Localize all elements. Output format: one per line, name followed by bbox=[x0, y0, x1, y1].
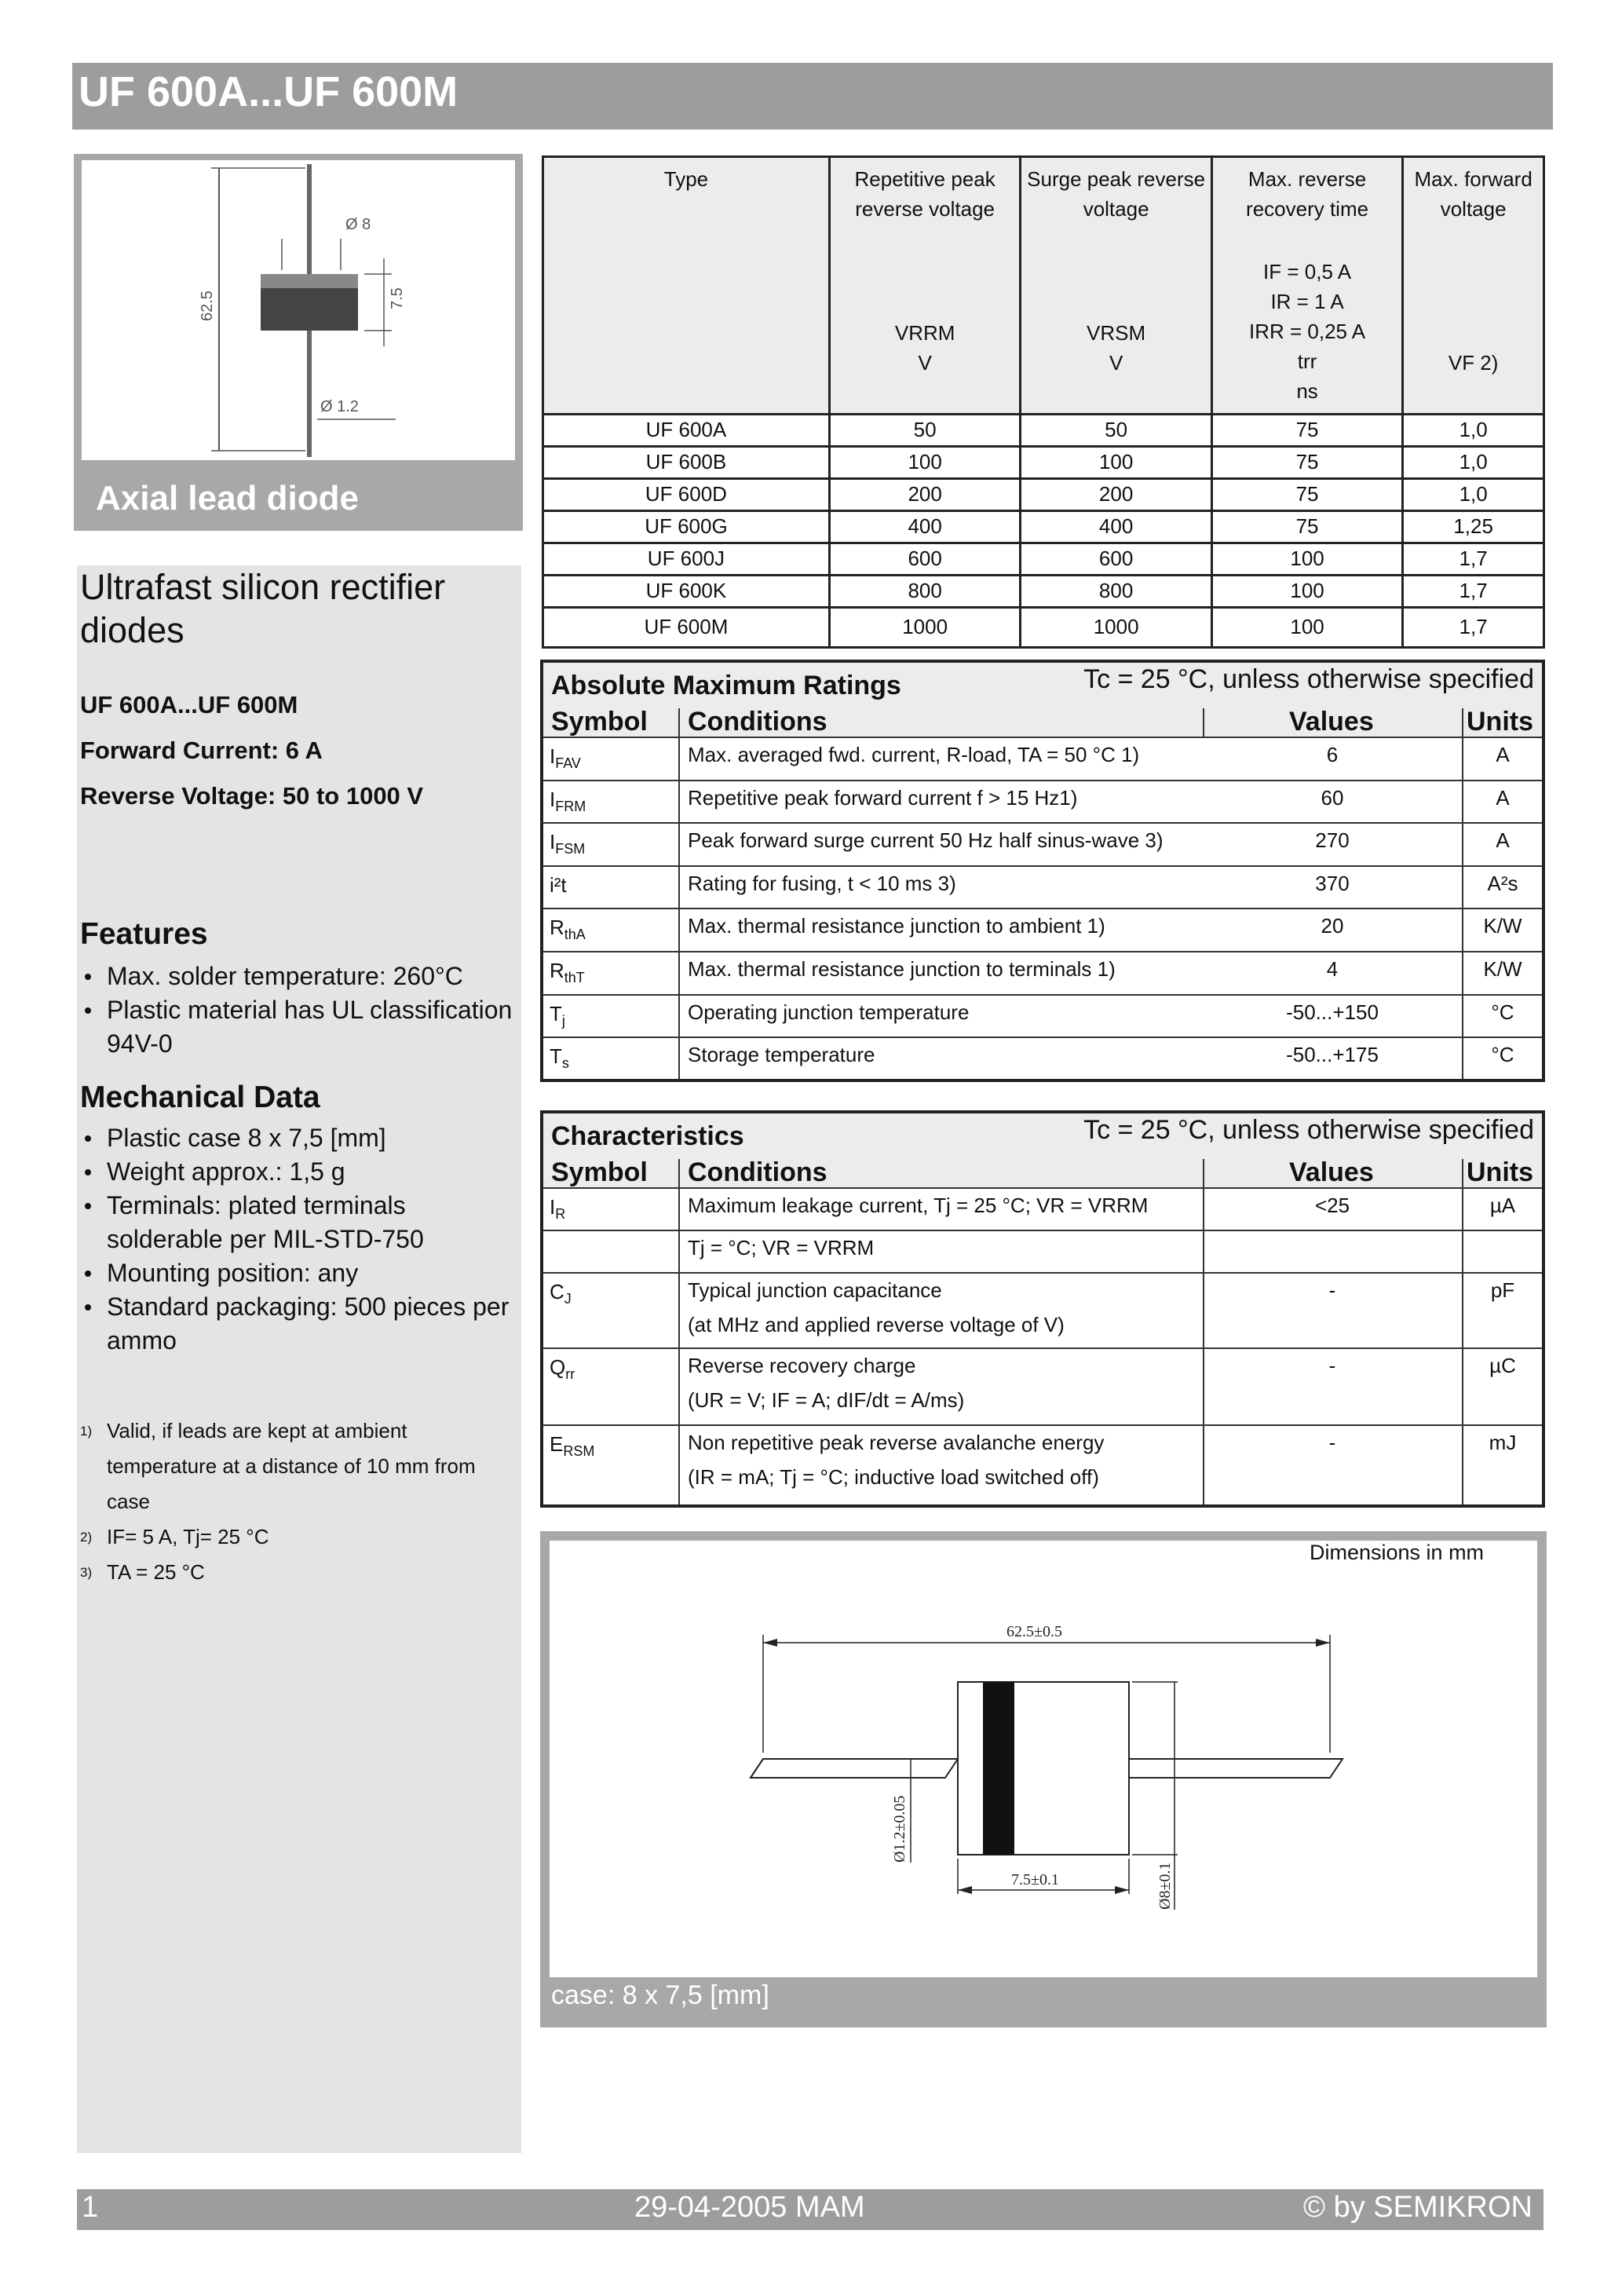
value-cell: 270 bbox=[1315, 828, 1350, 853]
dim-body-label: 7.5±0.1 bbox=[1011, 1871, 1059, 1888]
characteristics-title: Characteristics bbox=[551, 1121, 744, 1151]
dimensions-note: Dimensions in mm bbox=[1310, 1541, 1485, 1564]
reverse-voltage: Reverse Voltage: 50 to 1000 V bbox=[80, 782, 424, 810]
symbol-cell: $I_R$ bbox=[550, 1195, 566, 1222]
table-row: UF 600D 200 200 75 1,0 bbox=[543, 479, 1544, 511]
symbol-cell: $Q_{rr}$ bbox=[550, 1355, 575, 1382]
conditions-cell: Typical junction capacitance bbox=[688, 1278, 942, 1302]
value-cell: - bbox=[1328, 1431, 1336, 1454]
unit-cell: K/W bbox=[1483, 957, 1522, 981]
value-cell: -50...+150 bbox=[1286, 1000, 1379, 1024]
unit-cell: µC bbox=[1489, 1354, 1516, 1377]
type-range: UF 600A...UF 600M bbox=[80, 691, 298, 718]
value-cell: 20 bbox=[1321, 914, 1344, 938]
conditions-cell-2: (at MHz and applied reverse voltage of V) bbox=[688, 1313, 1065, 1336]
row-divider bbox=[543, 822, 1542, 824]
footnote: 2) IF= 5 A, Tj= 25 °C bbox=[80, 1525, 269, 1548]
unit-cell: pF bbox=[1490, 1278, 1515, 1302]
row-divider bbox=[543, 737, 1542, 738]
value-cell: 4 bbox=[1326, 957, 1339, 981]
title-bar bbox=[72, 63, 1553, 130]
row-divider bbox=[543, 1424, 1542, 1426]
footnote: 3) TA = 25 °C bbox=[80, 1560, 205, 1584]
value-cell: 6 bbox=[1326, 743, 1339, 766]
col-vrrm: Repetitive peak reverse voltage VRRM V bbox=[829, 157, 1021, 415]
diode-outline-drawing bbox=[82, 160, 515, 460]
symbol-cell: i²t bbox=[550, 872, 567, 897]
conditions-cell-2: (UR = V; IF = A; dIF/dt = A/ms) bbox=[688, 1388, 965, 1412]
package-label: Axial lead diode bbox=[96, 479, 359, 517]
unit-cell: °C bbox=[1491, 1043, 1514, 1067]
unit-cell: °C bbox=[1491, 1000, 1514, 1024]
abs-max-note: Tc = 25 °C, unless otherwise specified bbox=[1083, 664, 1534, 694]
product-heading: Ultrafast silicon rectifier diodes bbox=[80, 567, 446, 650]
symbol-cell: $E_{RSM}$ bbox=[550, 1432, 595, 1459]
table-row: UF 600A 50 50 75 1,0 bbox=[543, 415, 1544, 447]
row-divider bbox=[543, 1347, 1542, 1349]
table-row: UF 600M 1000 1000 100 1,7 bbox=[543, 608, 1544, 648]
list-item: Weight approx.: 1,5 g bbox=[80, 1155, 520, 1189]
symbol-cell: $I_{FAV}$ bbox=[550, 744, 581, 771]
footnote: 1) Valid, if leads are kept at ambient temperature at a distance of 10 mm from case bbox=[80, 1419, 476, 1513]
row-divider bbox=[543, 1272, 1542, 1274]
mechanical-list bbox=[80, 1121, 520, 1358]
conditions-cell: Max. thermal resistance junction to terminals 1) bbox=[688, 957, 1116, 981]
col-symbol: Symbol bbox=[551, 707, 648, 737]
col-conditions: Conditions bbox=[688, 707, 827, 737]
dimension-drawing-svg bbox=[550, 1541, 1537, 1977]
symbol-cell: $R_{thA}$ bbox=[550, 916, 586, 943]
row-divider bbox=[543, 1036, 1542, 1038]
symbol-cell: $C_J$ bbox=[550, 1280, 572, 1307]
dim-body-length: 7.5 bbox=[389, 287, 406, 309]
conditions-cell: Repetitive peak forward current f > 15 Hz1) bbox=[688, 785, 1078, 810]
dim-diam-label: Ø8±0.1 bbox=[1156, 1862, 1174, 1910]
row-divider bbox=[543, 951, 1542, 952]
dim-total-length: 62.5 bbox=[199, 291, 216, 321]
conditions-cell: Tj = °C; VR = VRRM bbox=[688, 1236, 875, 1260]
value-cell: - bbox=[1328, 1278, 1336, 1302]
col-vrsm: Surge peak reverse voltage VRSM V bbox=[1021, 157, 1211, 415]
conditions-cell-2: (IR = mA; Tj = °C; inductive load switched off) bbox=[688, 1465, 1099, 1489]
abs-max-title: Absolute Maximum Ratings bbox=[551, 671, 901, 700]
list-item: Mounting position: any bbox=[80, 1256, 520, 1290]
symbol-cell: $R_{thT}$ bbox=[550, 959, 585, 985]
value-cell: - bbox=[1328, 1354, 1336, 1377]
row-divider bbox=[543, 994, 1542, 996]
list-item: Plastic case 8 x 7,5 [mm] bbox=[80, 1121, 520, 1155]
mechanical-title: Mechanical Data bbox=[80, 1080, 320, 1114]
features-title: Features bbox=[80, 917, 208, 951]
unit-cell: mJ bbox=[1489, 1431, 1517, 1454]
dim-lead-label: Ø1.2±0.05 bbox=[891, 1795, 908, 1863]
unit-cell: A bbox=[1496, 828, 1510, 853]
row-divider bbox=[543, 865, 1542, 867]
conditions-cell: Max. thermal resistance junction to ambient 1) bbox=[688, 914, 1105, 938]
col-trr: Max. reverse recovery time IF = 0,5 A IR = 1 A IRR = 0,25 A trr ns bbox=[1211, 157, 1402, 415]
table-row: UF 600B 100 100 75 1,0 bbox=[543, 447, 1544, 479]
characteristics bbox=[540, 1110, 1545, 1508]
unit-cell: K/W bbox=[1483, 914, 1522, 938]
col-values: Values bbox=[1289, 707, 1374, 737]
page-number: 1 bbox=[82, 2191, 99, 2224]
col-symbol: Symbol bbox=[551, 1157, 648, 1187]
table-row: UF 600G 400 400 75 1,25 bbox=[543, 511, 1544, 543]
conditions-cell: Max. averaged fwd. current, R-load, TA = 50 °C 1) bbox=[688, 743, 1140, 766]
value-cell: 370 bbox=[1315, 871, 1350, 895]
dim-body-diameter: Ø 8 bbox=[345, 216, 371, 233]
page-title: UF 600A...UF 600M bbox=[79, 68, 458, 115]
value-cell: 60 bbox=[1321, 785, 1344, 810]
symbol-cell: $I_{FSM}$ bbox=[550, 830, 586, 857]
col-type: Type bbox=[543, 157, 830, 415]
table-row: UF 600K 800 800 100 1,7 bbox=[543, 576, 1544, 608]
features-list bbox=[80, 960, 520, 1061]
col-units: Units bbox=[1467, 707, 1533, 737]
forward-current: Forward Current: 6 A bbox=[80, 737, 323, 764]
value-cell: -50...+175 bbox=[1286, 1043, 1379, 1067]
dimensions-caption: case: 8 x 7,5 [mm] bbox=[551, 1980, 769, 2010]
footer bbox=[77, 2189, 1543, 2230]
symbol-cell: $T_j$ bbox=[550, 1001, 565, 1029]
list-item: Plastic material has UL classification 94V-0 bbox=[80, 993, 520, 1061]
unit-cell: A bbox=[1496, 785, 1510, 810]
col-conditions: Conditions bbox=[688, 1157, 827, 1187]
unit-cell: A bbox=[1496, 743, 1510, 766]
row-divider bbox=[543, 1187, 1542, 1189]
symbol-cell: $T_s$ bbox=[550, 1044, 569, 1072]
conditions-cell: Storage temperature bbox=[688, 1043, 875, 1067]
row-divider bbox=[543, 1230, 1542, 1231]
conditions-cell: Rating for fusing, t < 10 ms 3) bbox=[688, 871, 956, 895]
copyright: © by SEMIKRON bbox=[1303, 2191, 1532, 2224]
dim-length-label: 62.5±0.5 bbox=[1006, 1623, 1062, 1640]
footer-date: 29-04-2005 MAM bbox=[634, 2191, 865, 2224]
col-units: Units bbox=[1467, 1157, 1533, 1187]
unit-cell: µA bbox=[1489, 1194, 1516, 1217]
list-item: Max. solder temperature: 260°C bbox=[80, 960, 520, 993]
conditions-cell: Non repetitive peak reverse avalanche energy bbox=[688, 1431, 1105, 1454]
dim-lead-diameter: Ø 1.2 bbox=[320, 398, 359, 415]
conditions-cell: Peak forward surge current 50 Hz half sinus-wave 3) bbox=[688, 828, 1164, 853]
conditions-cell: Operating junction temperature bbox=[688, 1000, 970, 1024]
list-item: Standard packaging: 500 pieces per ammo bbox=[80, 1290, 520, 1358]
unit-cell: A²s bbox=[1487, 871, 1518, 895]
col-values: Values bbox=[1289, 1157, 1374, 1187]
list-item: Terminals: plated terminals solderable per MIL-STD-750 bbox=[80, 1189, 520, 1256]
package-drawing bbox=[82, 160, 515, 460]
table-row: UF 600J 600 600 100 1,7 bbox=[543, 543, 1544, 576]
abs-max-ratings bbox=[540, 660, 1545, 1082]
dimensions-drawing bbox=[550, 1541, 1537, 1977]
symbol-cell: $I_{FRM}$ bbox=[550, 787, 586, 814]
conditions-cell: Reverse recovery charge bbox=[688, 1354, 916, 1377]
col-vf: Max. forward voltage VF 2) bbox=[1403, 157, 1544, 415]
row-divider bbox=[543, 908, 1542, 909]
type-table-header bbox=[543, 157, 1544, 415]
value-cell: <25 bbox=[1314, 1194, 1350, 1217]
conditions-cell: Maximum leakage current, Tj = 25 °C; VR = VRRM bbox=[688, 1194, 1149, 1217]
row-divider bbox=[543, 780, 1542, 781]
characteristics-note: Tc = 25 °C, unless otherwise specified bbox=[1083, 1115, 1534, 1145]
footnotes bbox=[80, 1413, 520, 1590]
type-table bbox=[542, 155, 1545, 649]
